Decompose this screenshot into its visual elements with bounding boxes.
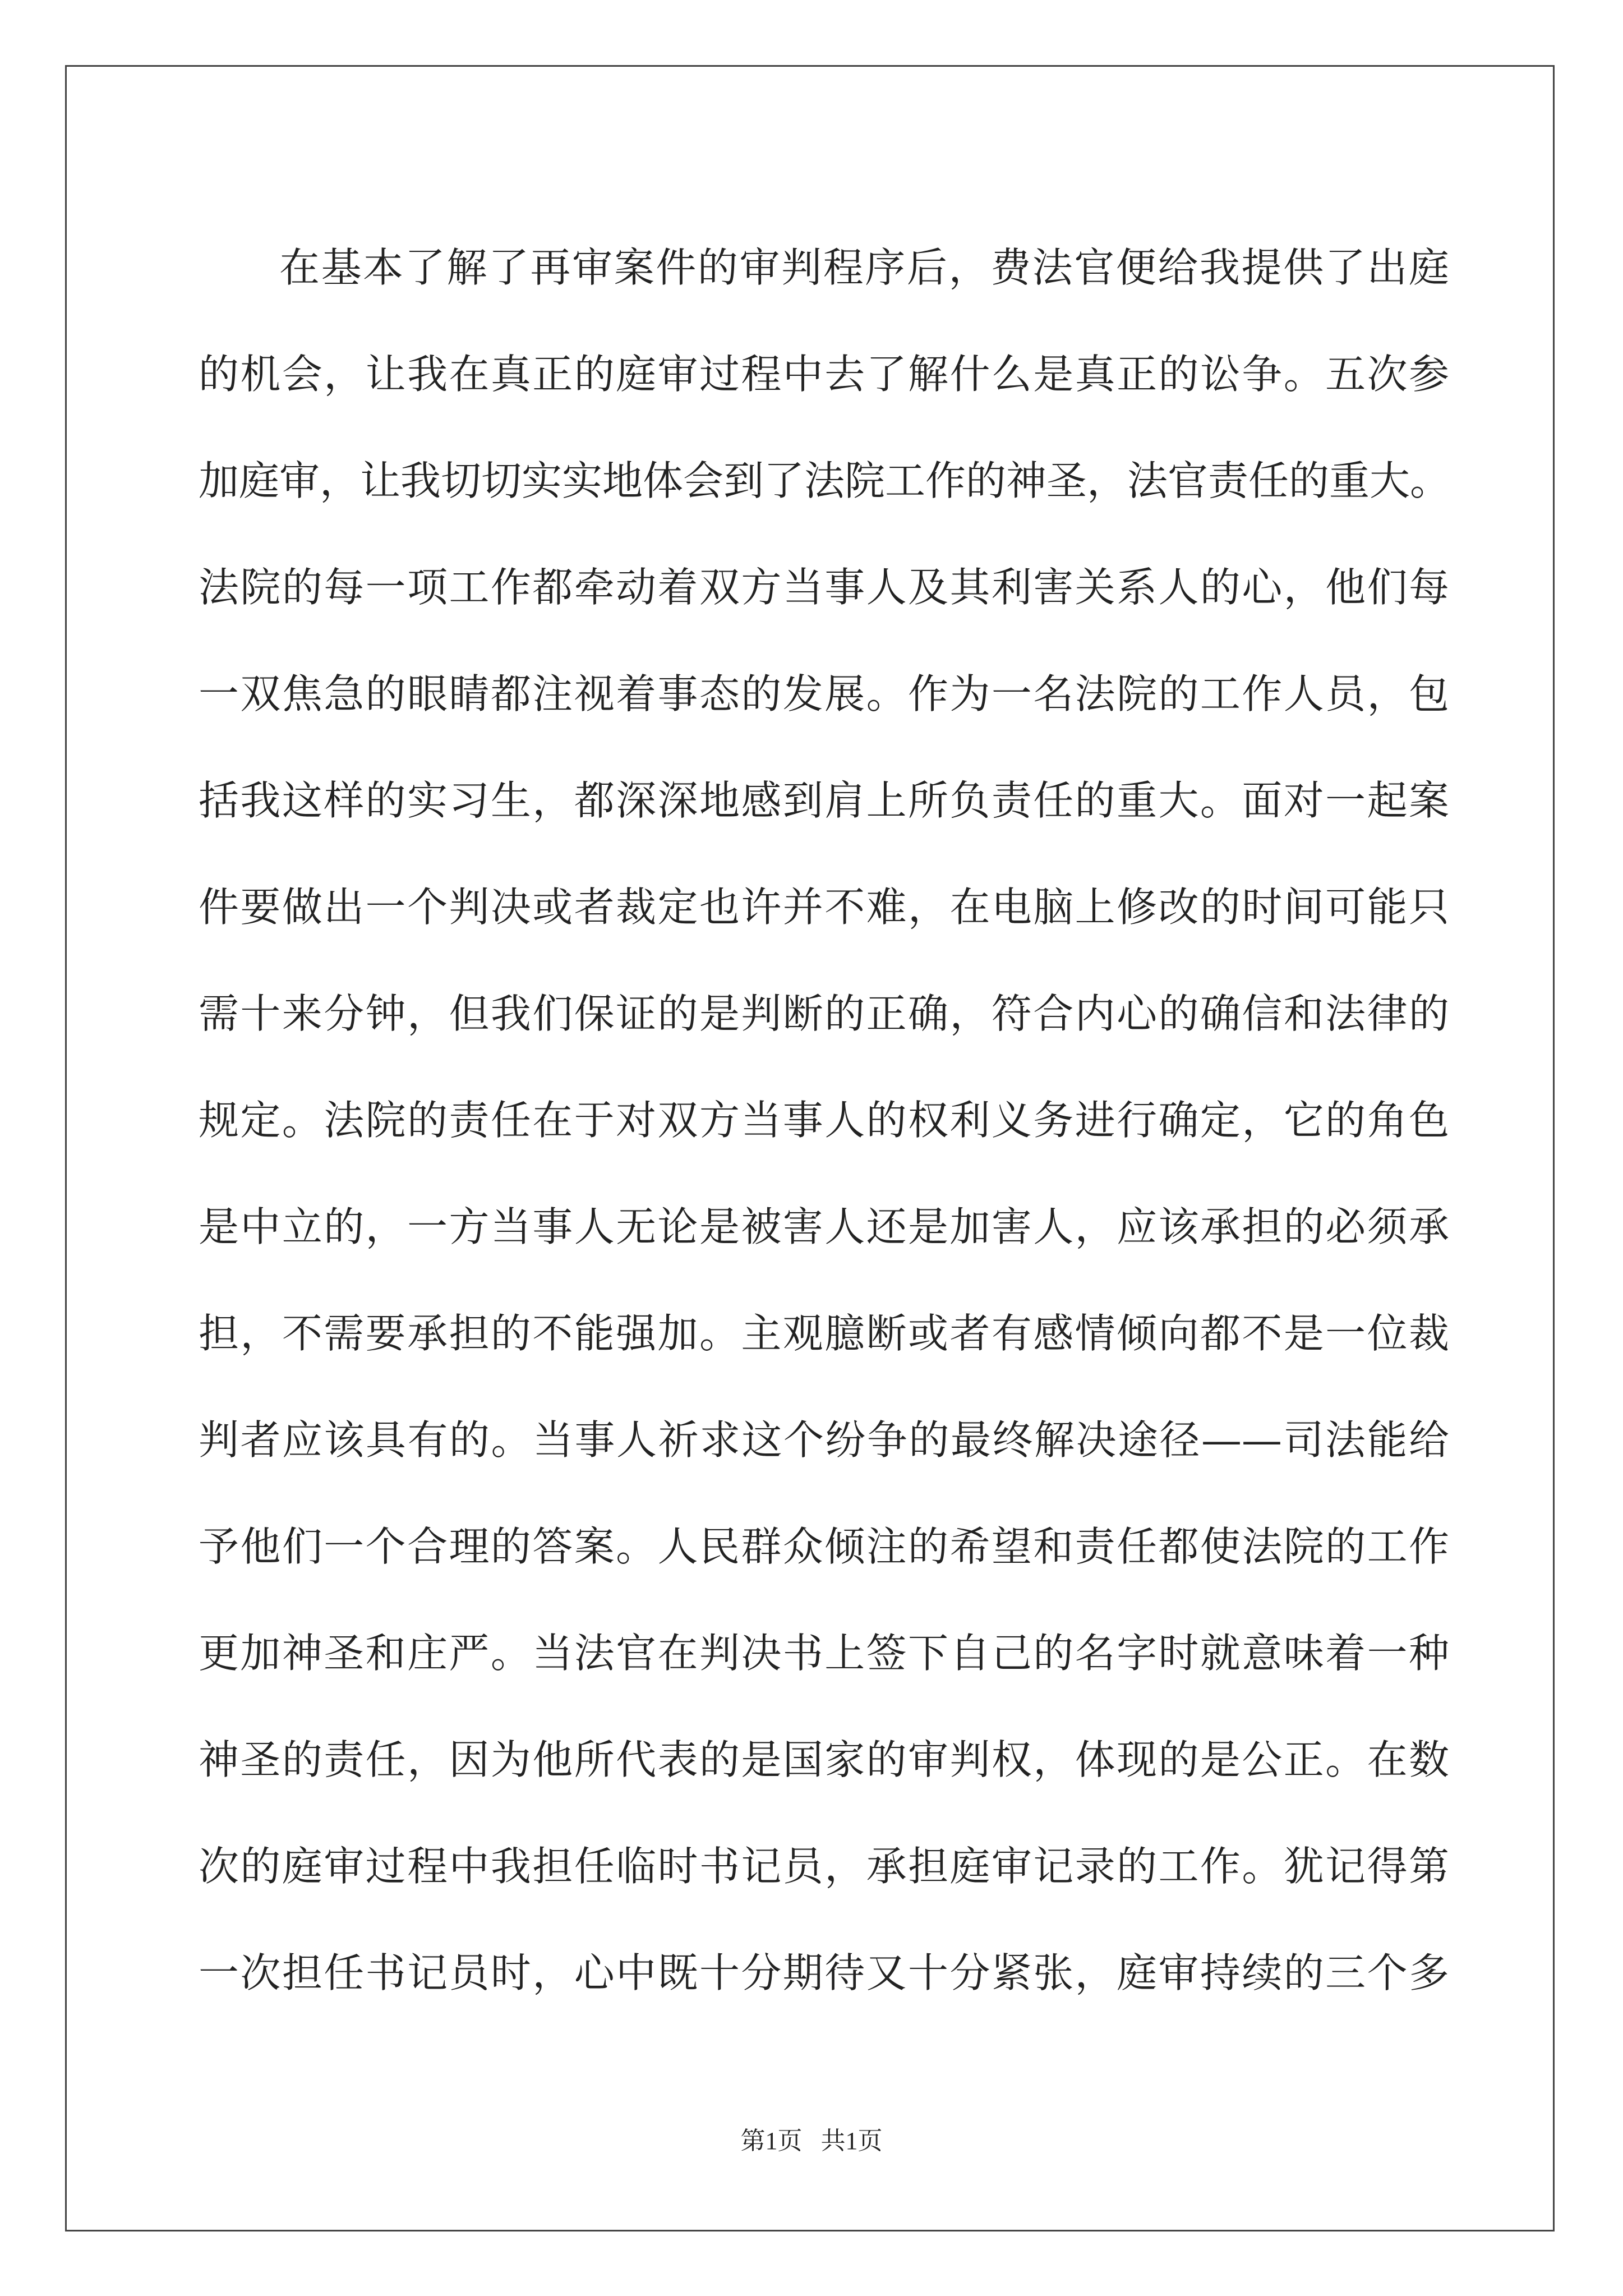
text-line: 加庭审，让我切切实实地体会到了法院工作的神圣，法官责任的重大。 — [199, 457, 1451, 504]
text-line: 担，不需要承担的不能强加。主观臆断或者有感情倾向都不是一位裁 — [199, 1310, 1449, 1357]
text-line: 予他们一个合理的答案。人民群众倾注的希望和责任都使法院的工作 — [199, 1523, 1449, 1570]
page-number-footer: 第1页 共1页 — [740, 2127, 883, 2155]
document-body — [199, 214, 1449, 2026]
text-line: 判者应该具有的。当事人祈求这个纷争的最终解决途径——司法能给 — [199, 1416, 1449, 1464]
text-line: 需十来分钟，但我们保证的是判断的正确，符合内心的确信和法律的 — [199, 990, 1449, 1037]
text-line: 规定。法院的责任在于对双方当事人的权利义务进行确定，它的角色 — [199, 1097, 1449, 1144]
text-line: 括我这样的实习生，都深深地感到肩上所负责任的重大。面对一起案 — [199, 777, 1449, 824]
text-line: 神圣的责任，因为他所代表的是国家的审判权，体现的是公正。在数 — [199, 1736, 1449, 1783]
text-line: 法院的每一项工作都牵动着双方当事人及其利害关系人的心，他们每 — [199, 564, 1449, 611]
text-line: 在基本了解了再审案件的审判程序后，费法官便给我提供了出庭 — [279, 244, 1449, 291]
text-line: 件要做出一个判决或者裁定也许并不难，在电脑上修改的时间可能只 — [199, 884, 1449, 931]
text-line: 一双焦急的眼睛都注视着事态的发展。作为一名法院的工作人员，包 — [199, 670, 1449, 717]
text-line: 一次担任书记员时，心中既十分期待又十分紧张，庭审持续的三个多 — [199, 1949, 1449, 1996]
text-line: 更加神圣和庄严。当法官在判决书上签下自己的名字时就意味着一种 — [199, 1630, 1449, 1677]
text-line: 的机会，让我在真正的庭审过程中去了解什么是真正的讼争。五次参 — [199, 351, 1449, 398]
text-line: 是中立的，一方当事人无论是被害人还是加害人，应该承担的必须承 — [199, 1203, 1449, 1250]
text-line: 次的庭审过程中我担任临时书记员，承担庭审记录的工作。犹记得第 — [199, 1843, 1449, 1890]
